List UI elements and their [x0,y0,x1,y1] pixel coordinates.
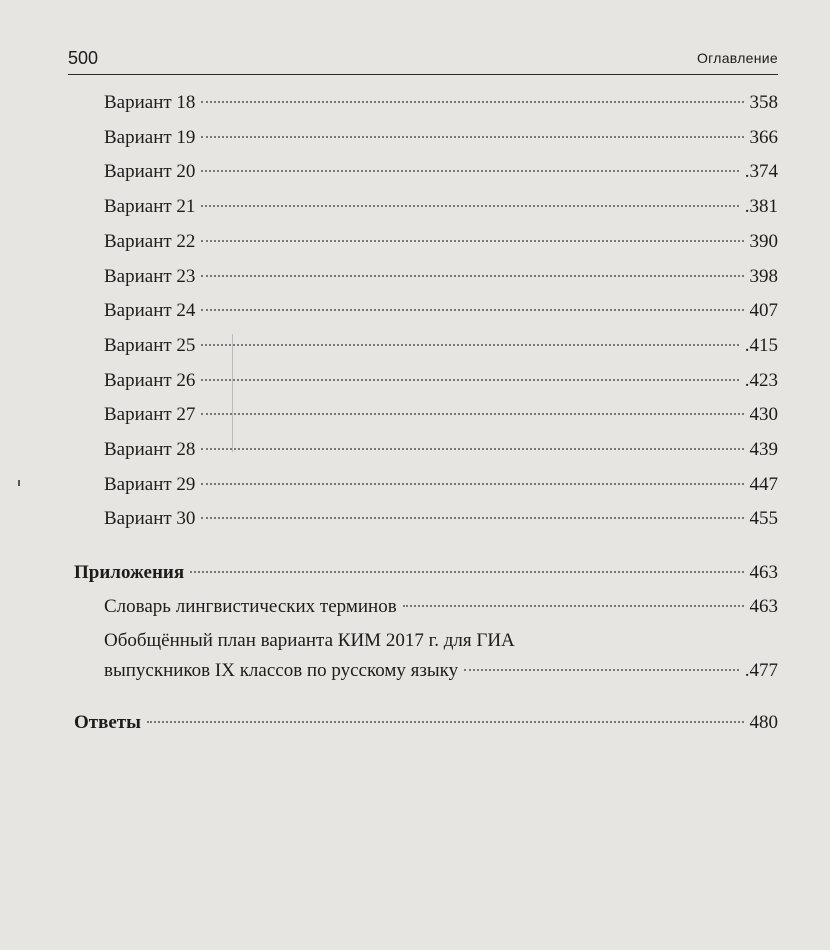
leader-dots [190,571,743,573]
toc-page: .477 [744,660,778,681]
toc-page: .374 [744,161,778,183]
page-header [68,44,778,75]
toc-entry-variant [104,157,778,187]
toc-page: 366 [749,126,778,148]
toc-page: 447 [749,473,778,495]
leader-dots [201,483,743,485]
leader-dots [464,669,739,671]
toc-entry-variant [104,123,778,153]
toc-entry-variant [104,400,778,430]
toc-label: Вариант 29 [104,473,196,495]
toc-entry-variant [104,192,778,222]
toc-page: 430 [749,404,778,426]
toc-entry-variant [104,331,778,361]
toc-page: 439 [749,439,778,460]
toc-page: 358 [749,92,778,113]
leader-dots [201,275,743,277]
toc-label: Вариант 25 [104,334,196,356]
toc-label: Вариант 24 [104,300,196,322]
toc-label: Вариант 28 [104,439,196,460]
toc-page: 480 [749,712,778,733]
print-artifact [18,480,20,486]
leader-dots [403,605,744,607]
leader-dots [201,517,743,519]
toc-page: 390 [749,230,778,252]
toc-page: .415 [744,334,778,356]
toc-page: 398 [749,265,778,287]
page-number: 500 [68,48,99,68]
toc-entry-variant [104,262,778,292]
toc-page: 455 [749,508,778,530]
leader-dots [147,721,744,723]
toc-label: Вариант 21 [104,196,196,218]
toc-page: .381 [744,196,778,218]
toc-entry-kim-plan-line1: Обобщённый план варианта КИМ 2017 г. для ГИА [104,630,515,651]
toc-label: Приложения [74,562,185,583]
leader-dots [201,136,743,138]
toc-entry-variant [104,504,778,534]
toc-entry-variant [104,88,778,118]
leader-dots [201,101,743,103]
leader-dots [201,205,738,207]
toc-entry-answers [74,708,778,738]
toc-page: 463 [749,596,778,617]
toc-entry-glossary [104,592,778,622]
toc-label: Вариант 20 [104,161,196,183]
leader-dots [201,413,743,415]
toc-label: Вариант 23 [104,265,196,287]
leader-dots [201,344,738,346]
toc-label: Вариант 22 [104,230,196,252]
print-artifact [232,334,233,452]
leader-dots [201,240,743,242]
leader-dots [201,309,743,311]
toc-label: выпускников IX классов по русскому языку [104,660,459,681]
toc-label: Ответы [74,712,141,733]
toc-label: Словарь лингвистических терминов [104,596,397,617]
leader-dots [201,170,738,172]
leader-dots [201,379,738,381]
toc-entry-appendix [74,558,778,588]
toc-entry-variant [104,366,778,396]
toc-label: Вариант 27 [104,404,196,426]
leader-dots [201,448,743,450]
toc-entry-kim-plan-line2 [104,656,778,686]
toc-page: 407 [749,300,778,322]
toc-page: .423 [744,369,778,391]
toc-label: Вариант 19 [104,126,196,148]
toc-page: 463 [749,562,778,583]
toc-entry-variant [104,470,778,500]
toc-entry-variant [104,435,778,465]
toc-entry-variant [104,296,778,326]
running-title: Оглавление [696,50,778,66]
toc-label: Вариант 18 [104,92,196,113]
toc-label: Вариант 30 [104,508,196,530]
toc-entry-variant [104,227,778,257]
toc-label: Вариант 26 [104,369,196,391]
